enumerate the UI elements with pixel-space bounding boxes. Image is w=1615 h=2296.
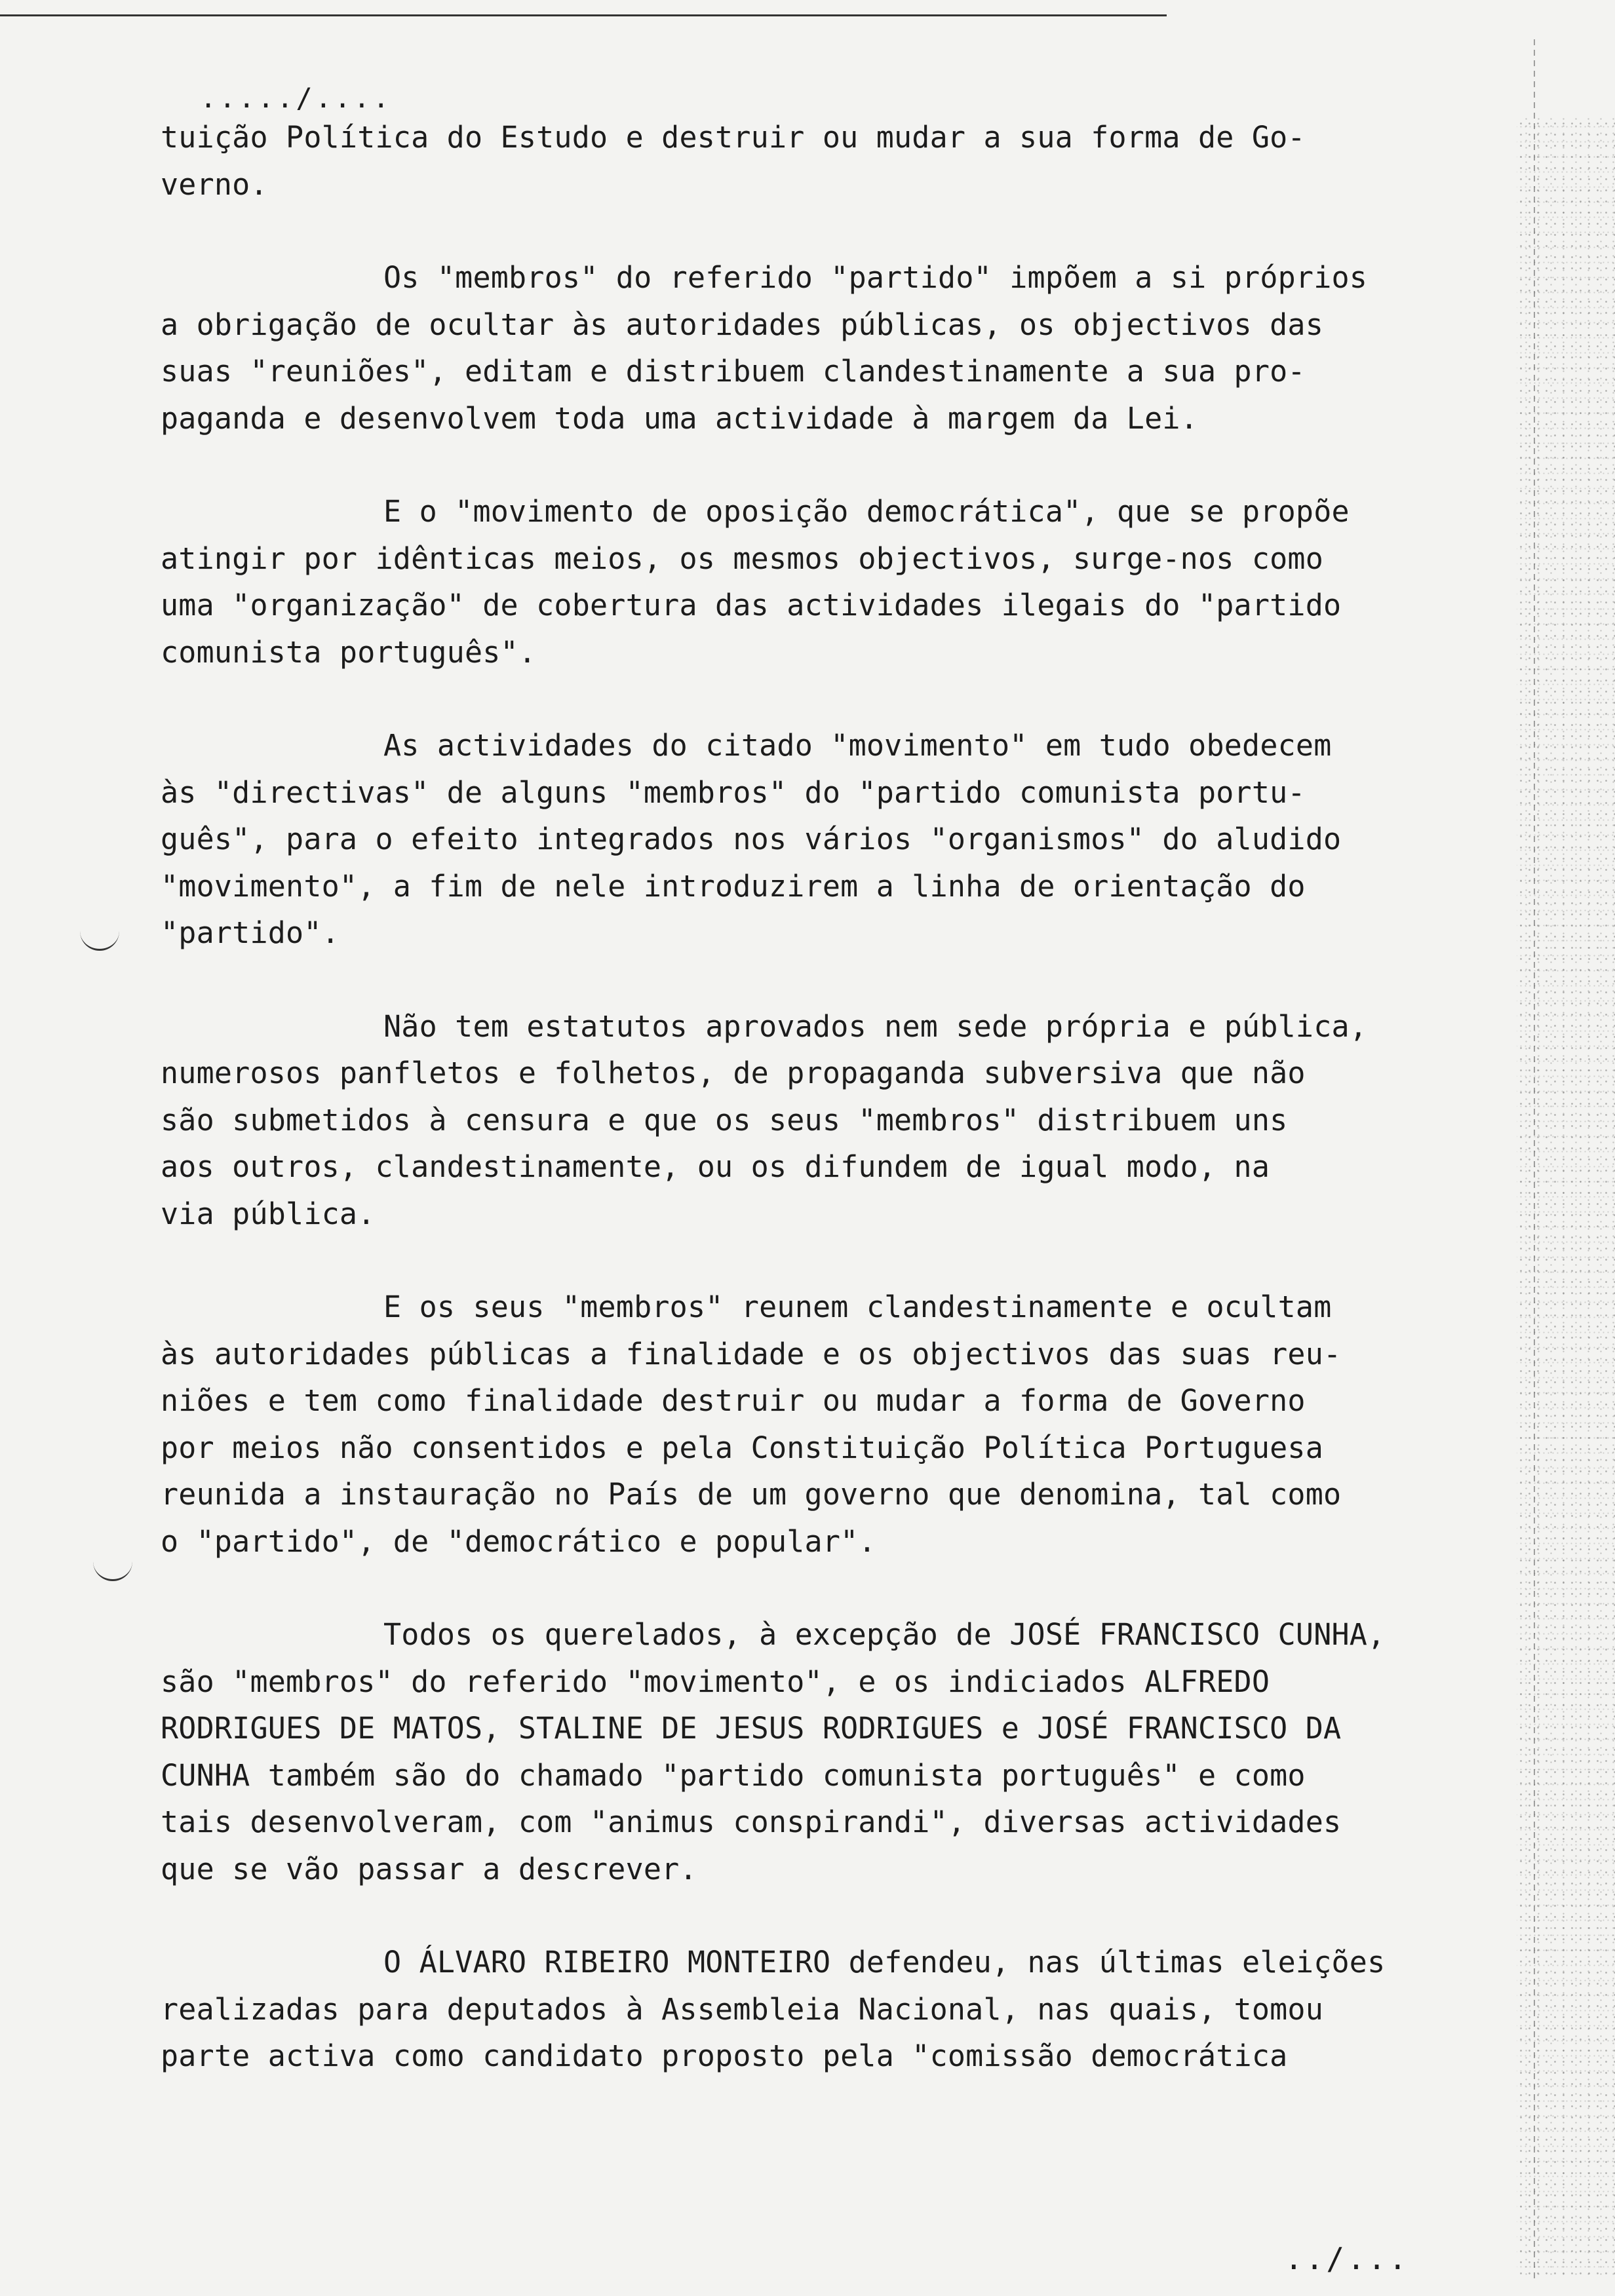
text-line: O ÁLVARO RIBEIRO MONTEIRO defendeu, nas últimas eleições [383, 1945, 1386, 1980]
text-line: suas "reuniões", editam e distribuem clandestinamente a sua pro- [161, 354, 1306, 389]
text-line: niões e tem como finalidade destruir ou mudar a forma de Governo [161, 1383, 1306, 1418]
paragraph [161, 1284, 1514, 1565]
paragraph [161, 1003, 1514, 1238]
text-line: por meios não consentidos e pela Constituição Política Portuguesa [161, 1430, 1323, 1465]
text-line: atingir por idênticas meios, os mesmos objectivos, surge-nos como [161, 541, 1323, 576]
text-line: às "directivas" de alguns "membros" do "partido comunista portu- [161, 775, 1306, 810]
paragraph [161, 254, 1514, 442]
top-border-line [0, 14, 1167, 16]
margin-pencil-mark [93, 1559, 132, 1581]
text-line: guês", para o efeito integrados nos vários "organismos" do aludido [161, 822, 1342, 856]
text-line: Todos os querelados, à excepção de JOSÉ FRANCISCO CUNHA, [383, 1617, 1386, 1652]
text-line: uma "organização" de cobertura das actividades ilegais do "partido [161, 588, 1342, 622]
text-line: verno. [161, 166, 268, 202]
text-line: Não tem estatutos aprovados nem sede própria e pública, [383, 1008, 1368, 1044]
text-line: CUNHA também são do chamado "partido comunista português" e como [161, 1757, 1306, 1793]
text-line: são "membros" do referido "movimento", e os indiciados ALFREDO [161, 1664, 1270, 1699]
paragraph [161, 114, 1514, 208]
paragraph [161, 1611, 1514, 1892]
text-line: parte activa como candidato proposto pela "comissão democrática [161, 2038, 1288, 2073]
document-body [161, 114, 1514, 2080]
document-page [161, 79, 1514, 2080]
text-line: E o "movimento de oposição democrática", que se propõe [383, 494, 1350, 529]
scan-noise-strip [1517, 118, 1615, 2280]
text-line: paganda e desenvolvem toda uma actividade à margem da Lei. [161, 400, 1198, 436]
text-line: Os "membros" do referido "partido" impõem a si próprios [383, 260, 1368, 295]
text-line: reunida a instauração no País de um governo que denomina, tal como [161, 1477, 1342, 1512]
text-line: aos outros, clandestinamente, ou os difundem de igual modo, na [161, 1149, 1270, 1184]
continuation-marker-top: ...../.... [200, 82, 392, 114]
text-line: numerosos panfletos e folhetos, de propaganda subversiva que não [161, 1056, 1306, 1090]
margin-pencil-mark [80, 929, 119, 951]
text-line: "partido". [161, 915, 340, 950]
text-line: As actividades do citado "movimento" em tudo obedecem [383, 728, 1332, 763]
paragraph [161, 722, 1514, 957]
paragraph [161, 1939, 1514, 2080]
text-line: às autoridades públicas a finalidade e os objectivos das suas reu- [161, 1336, 1342, 1371]
text-line: RODRIGUES DE MATOS, STALINE DE JESUS RODRIGUES e JOSÉ FRANCISCO DA [161, 1711, 1342, 1746]
text-line: são submetidos à censura e que os seus "membros" distribuem uns [161, 1102, 1288, 1138]
text-line: que se vão passar a descrever. [161, 1851, 697, 1886]
text-line: comunista português". [161, 634, 537, 670]
text-line: tais desenvolveram, com "animus conspirandi", diversas actividades [161, 1805, 1342, 1839]
text-line: a obrigação de ocultar às autoridades públicas, os objectivos das [161, 307, 1323, 342]
text-line: via pública. [161, 1196, 376, 1231]
paragraph-gap [161, 1892, 1514, 1939]
text-line: o "partido", de "democrático e popular". [161, 1523, 876, 1559]
paragraph-gap [161, 208, 1514, 254]
paragraph-gap [161, 957, 1514, 1003]
paragraph-gap [161, 676, 1514, 722]
paragraph [161, 488, 1514, 676]
text-line: "movimento", a fim de nele introduzirem a linha de orientação do [161, 868, 1306, 904]
text-line: tuição Política do Estudo e destruir ou mudar a sua forma de Go- [161, 120, 1306, 155]
paragraph-gap [161, 442, 1514, 488]
paragraph-gap [161, 1565, 1514, 1611]
paragraph-gap [161, 1237, 1514, 1284]
continuation-marker-bottom: ../... [1285, 2241, 1410, 2276]
text-line: realizadas para deputados à Assembleia Nacional, nas quais, tomou [161, 1991, 1323, 2027]
text-line: E os seus "membros" reunem clandestinamente e ocultam [383, 1290, 1332, 1324]
